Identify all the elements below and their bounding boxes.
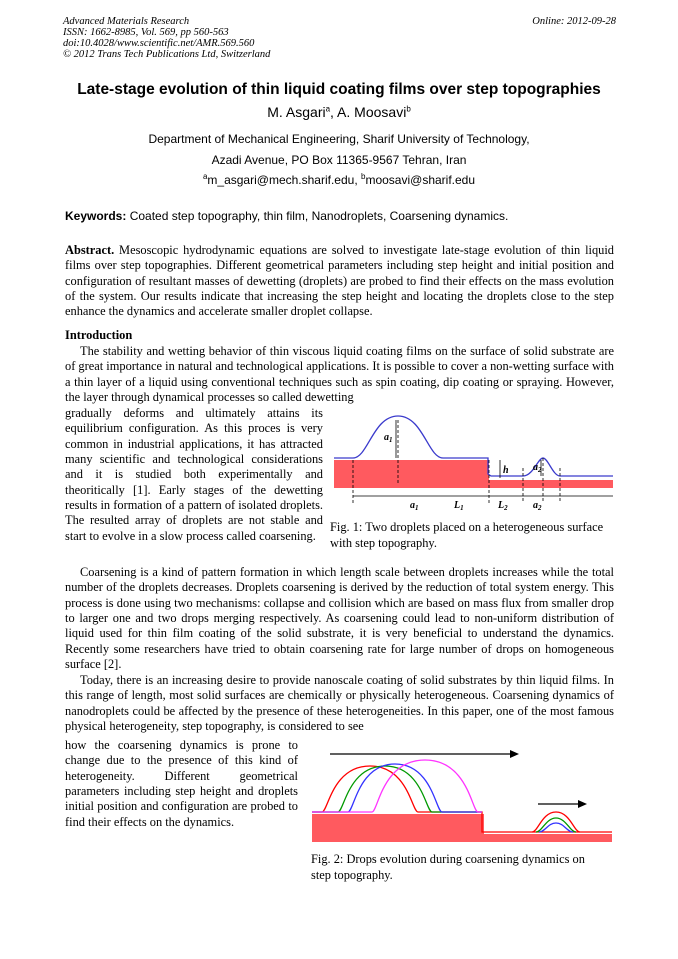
paper-title: Late-stage evolution of thin liquid coating films over step topographies bbox=[77, 81, 601, 98]
figure-1-caption: Fig. 1: Two droplets placed on a heterogeneous surface with step topography. bbox=[330, 520, 604, 550]
label-a1: $a_1$ bbox=[384, 432, 393, 444]
arrow-left-head bbox=[510, 750, 519, 758]
label-L1: $L_1$ bbox=[454, 500, 464, 512]
email-b-marker: b bbox=[361, 172, 366, 181]
label-h: h bbox=[503, 465, 509, 476]
abstract-text: Mesoscopic hydrodynamic equations are solved to investigate late-stage evolution of thin liquid films over step topographies. Different geometrical parameters including step height and initial position and configuration of resultant masses of dewetting (droplets) are probed to find their effects on the mass evolution of the system. Our results indicate that increasing the step height and locating the droplets close to the step enhance the dynamics and accelerate smaller droplet collapse. bbox=[65, 243, 614, 319]
figure-1-diagram bbox=[328, 408, 618, 514]
author-1: M. Asgari bbox=[267, 104, 326, 120]
figure-2-diagram bbox=[310, 744, 615, 846]
author-1-affil: a bbox=[325, 104, 331, 114]
substrate-lower bbox=[489, 480, 613, 488]
figure-2-caption: Fig. 2: Drops evolution during coarsening dynamics on step topography. bbox=[311, 852, 585, 882]
doi: doi:10.4028/www.scientific.net/AMR.569.560 bbox=[63, 38, 255, 49]
label-a1-bottom: $a_1$ bbox=[410, 500, 419, 512]
keywords-text: Coated step topography, thin film, Nanodroplets, Coarsening dynamics. bbox=[126, 209, 509, 223]
intro-paragraph-2: Coarsening is a kind of pattern formation in which length scale between droplets increases while the total number of the droplets decreases. Droplets coarsening is derived by the reduction of total system energy. This process is done using two mechanisms: collapse and collision which are based on mass flux from smaller drop to larger one and two drops merging respectively. As coarsening could lead to non-uniform distribution of liquid used for thin film coating of the solid substrate, it is very beneficial to understand the dynamics. Recently some researchers have tried to obtain coarsening rate for large number of drops on homogeneous surface [2]. bbox=[65, 565, 614, 672]
emails bbox=[0, 173, 678, 187]
authors bbox=[0, 104, 678, 120]
issn: ISSN: 1662-8985, Vol. 569, pp 560-563 bbox=[63, 27, 229, 38]
intro-paragraph-1-wrap: gradually deforms and ultimately attains its equilibrium configuration. As this proces is very common in industrial applications, it has attracted many scientific and technological considerations and it is studied both experimentally and theoritically [1]. Early stages of the dewetting results in formation of a pattern of isolated droplets. The resulted array of droplets are not stable and start to evolve in a slow process called coarsening. bbox=[65, 406, 323, 543]
keywords bbox=[65, 209, 508, 223]
substrate-lower bbox=[484, 834, 612, 842]
email-a[interactable]: m_asgari@mech.sharif.edu, bbox=[207, 173, 361, 187]
intro-paragraph-3-wrap: how the coarsening dynamics is prone to change due to the presence of this kind of heterogeneity. Different geometrical parameters including step height and droplets initial position and configuration are probed to find their effects on the dynamics. bbox=[65, 738, 298, 829]
intro-paragraph-1-full: The stability and wetting behavior of thin viscous liquid coating films on the surface of solid substrate are of great importance in natural and technological applications. It is possible to cover a non-wetting surface with a thin layer of a liquid using conventional techniques such as spin coating, dip coating or spraying. However, the layer through dynamical processes so called dewetting bbox=[65, 344, 614, 405]
label-a2: $a_2$ bbox=[533, 462, 542, 474]
arrow-right-head bbox=[578, 800, 587, 808]
intro-paragraph-3-full: Today, there is an increasing desire to provide nanoscale coating of solid substrates by thin liquid films. In this range of length, most solid surfaces are chemically or physically heterogeneous. Coarsening dynamics of nanodroplets could be affected by the presence of these heterogeneities. In this paper, one of the most famous physical heterogeneity, step topography, is considered to see bbox=[65, 673, 614, 734]
email-a-marker: a bbox=[202, 172, 208, 181]
copyright: © 2012 Trans Tech Publications Ltd, Switzerland bbox=[63, 49, 271, 60]
keywords-label: Keywords: bbox=[65, 209, 127, 223]
label-L2: $L_2$ bbox=[498, 500, 508, 512]
abstract bbox=[65, 243, 614, 320]
introduction-heading: Introduction bbox=[65, 328, 133, 342]
curve-t3 bbox=[312, 764, 482, 812]
journal-header bbox=[63, 16, 270, 60]
label-a2-bottom: $a_2$ bbox=[533, 500, 542, 512]
small-drop-t1 bbox=[532, 812, 580, 832]
online-date: Online: 2012-09-28 bbox=[532, 16, 616, 27]
small-drop-t3 bbox=[539, 823, 573, 832]
author-2-affil: b bbox=[406, 104, 411, 114]
substrate-upper bbox=[312, 814, 484, 842]
affiliation-line-1: Department of Mechanical Engineering, Sharif University of Technology, bbox=[148, 132, 530, 146]
substrate-upper bbox=[334, 460, 489, 488]
affiliation-line-2: Azadi Avenue, PO Box 11365-9567 Tehran, Iran bbox=[211, 153, 467, 167]
author-2: , A. Moosavi bbox=[330, 104, 407, 120]
journal-name: Advanced Materials Research bbox=[63, 16, 190, 27]
email-b[interactable]: moosavi@sharif.edu bbox=[365, 173, 476, 187]
abstract-label: Abstract. bbox=[65, 243, 115, 257]
